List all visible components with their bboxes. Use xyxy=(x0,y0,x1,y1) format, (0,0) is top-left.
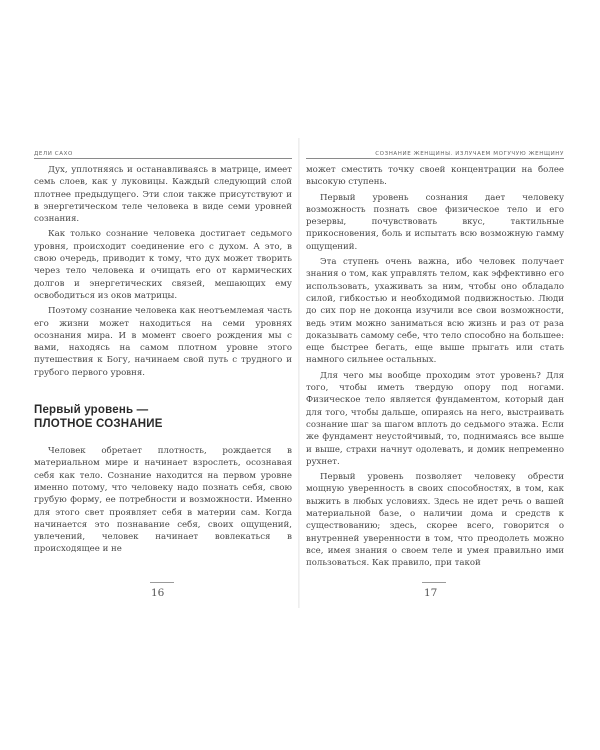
running-head-right xyxy=(306,148,564,159)
paragraph: Дух, уплотняясь и останавливаясь в матрице, имеет семь слоев, как у луковицы. Каждый следующий слой плотнее предыдущего. Эти слои также присутствуют и в энергетическом теле человека в виде семи уровней сознания. xyxy=(34,165,292,225)
paragraph: Эта ступень очень важна, ибо человек получает знания о том, как управлять телом, как эффективно его использовать, ухаживать за ним, чтобы оно обладало силой, гибкостью и необходимой подвижностью. Люди до сих пор не доконца изучили все свои возможности, ведь этим можно заниматься всю жизнь и раз от раза доказывать самому себе, что тело способно на большее: еще быстрее бегать, еще выше прыгать или стать намного сильнее остальных. xyxy=(306,257,564,366)
paragraph: Первый уровень позволяет человеку обрести мощную уверенность в своих способностях, в том, как выжить в любых условиях. Здесь не идет речь о вашей материальной базе, о наличии дома и средств к существованию; здесь, скорее всего, говорится о внутренней уверенности в том, что преодолеть можно все, имея знания о своем теле и умея правильно ими пользоваться. Как правило, при такой xyxy=(306,472,564,569)
folio-rule xyxy=(422,582,446,583)
section-heading-line1: Первый уровень — xyxy=(34,404,149,417)
right-page xyxy=(306,138,564,608)
paragraph: Поэтому сознание человека как неотъемлемая часть его жизни может находиться на семи уровнях осознания мира. И в момент своего рождения мы с вами, находясь на самом плотном уровне этого путешествия к Богу, начинаем свой путь с трудного и грубого первого уровня. xyxy=(34,306,292,378)
paragraph: Человек обретает плотность, рождается в материальном мире и начинает взрослеть, осознавая себя как тело. Сознание находится на первом уровне именно потому, что человеку надо познать себя, свою грубую форму, ее потребности и возможности. Именно для этого свет проявляет себя в материи сам. Когда начинается это познавание себя, своих ощущений, увлечений, человек начинает вовлекаться в происходящее и не xyxy=(34,446,292,555)
page-number-right: 17 xyxy=(424,587,438,599)
paragraph: Первый уровень сознания дает человеку возможность познать свое физическое тело и его резервы, почувствовать вкус, тактильные прикосновения, боль и испытать всю возможную гамму ощущений. xyxy=(306,192,564,252)
right-page-body xyxy=(306,164,564,573)
running-head-author: ДЕЛИ САХО xyxy=(34,151,73,157)
running-head-title: СОЗНАНИЕ ЖЕНЩИНЫ. ИЗЛУЧАЕМ МОГУЧУЮ ЖЕНЩИНУ xyxy=(375,151,564,157)
running-head-left xyxy=(34,148,292,159)
paragraph: Как только сознание человека достигает седьмого уровня, происходит соединение его с духом. А это, в свою очередь, приводит к тому, что дух может творить через тело человека и очищать его от кармических долгов и энергетических связей, мешающих ему освободиться из оков матрицы. xyxy=(34,229,292,301)
book-spread xyxy=(0,138,600,608)
left-page-body xyxy=(34,164,292,559)
page-number-left: 16 xyxy=(151,587,165,599)
book-gutter xyxy=(298,138,300,608)
section-heading-line2: ПЛОТНОЕ СОЗНАНИЕ xyxy=(34,418,163,431)
left-page xyxy=(34,138,292,608)
paragraph: Для чего мы вообще проходим этот уровень? Для того, чтобы иметь твердую опору под ногами. Физическое тело является фундаментом, который дан для того, чтобы дальше, опираясь на него, выстраивать сознание шаг за шагом вплоть до седьмого этажа. Если же фундамент неустойчивый, то, поднимаясь все выше и выше, страхи начнут одолевать, и домик непременно рухнет. xyxy=(306,370,564,467)
folio-rule xyxy=(150,582,174,583)
paragraph: может сместить точку своей концентрации на более высокую ступень. xyxy=(306,165,564,188)
section-heading xyxy=(34,403,292,431)
